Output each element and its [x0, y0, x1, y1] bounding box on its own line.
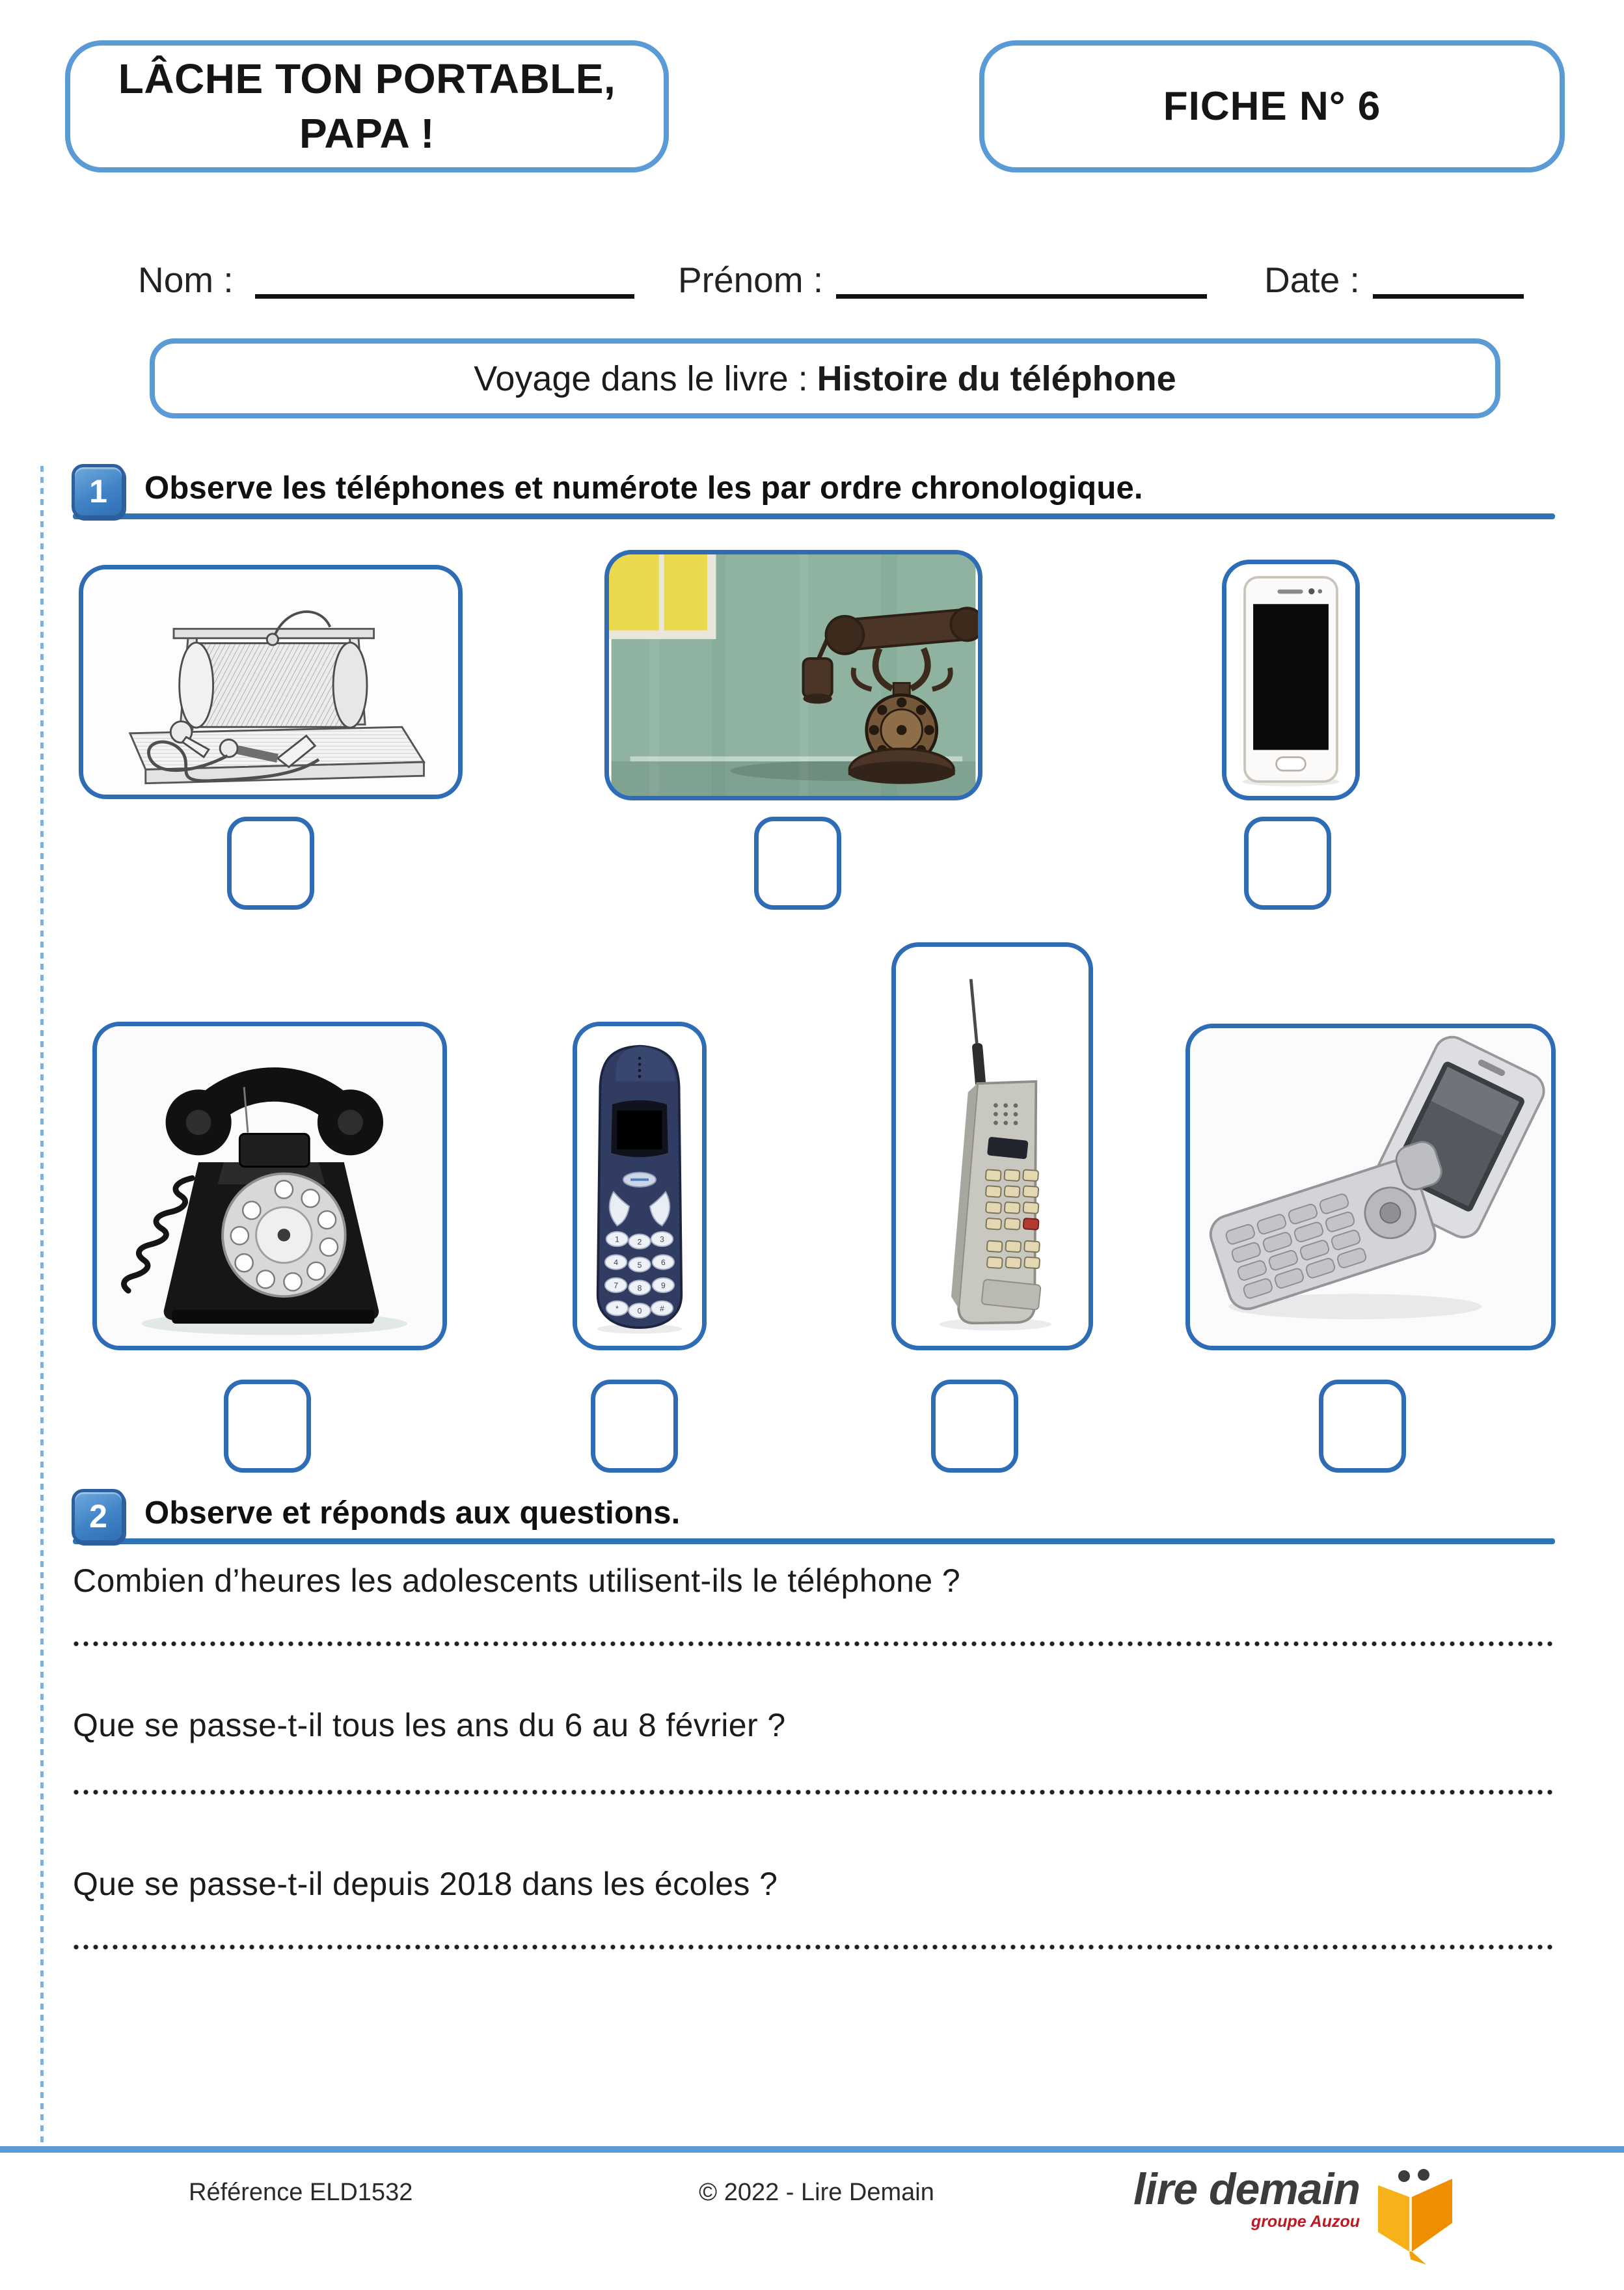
section1-number-badge: 1	[72, 464, 125, 519]
svg-text:#: #	[660, 1303, 664, 1313]
answer-box-rotary-dial-telephone[interactable]	[224, 1380, 311, 1473]
banner-prefix: Voyage dans le livre :	[474, 359, 808, 398]
phone-card-keypad-mobile-phone	[573, 1022, 707, 1350]
answer-line-3[interactable]	[73, 1943, 1555, 1952]
svg-text:7: 7	[614, 1281, 619, 1290]
svg-text:5: 5	[637, 1260, 642, 1270]
workbook-title: LÂCHE TON PORTABLE, PAPA !	[118, 55, 616, 157]
question-2: Que se passe-t-il tous les ans du 6 au 8 février ?	[73, 1707, 786, 1743]
phone-card-flip-phone	[1185, 1024, 1556, 1350]
svg-text:8: 8	[637, 1283, 642, 1293]
publisher-logo-text: lire demain	[1133, 2164, 1360, 2214]
firstname-field-line[interactable]	[836, 294, 1207, 299]
svg-text:6: 6	[660, 1258, 666, 1268]
svg-text:*: *	[616, 1303, 619, 1313]
section1-instruction: Observe les téléphones et numérote les par ordre chronologique.	[144, 470, 1143, 506]
svg-text:1: 1	[615, 1234, 619, 1244]
question-3: Que se passe-t-il depuis 2018 dans les écoles ?	[73, 1866, 778, 1902]
section2-instruction: Observe et réponds aux questions.	[144, 1495, 681, 1531]
publisher-logo-textblock	[1133, 2164, 1360, 2231]
open-book-icon	[1366, 2167, 1464, 2271]
answer-line-1[interactable]	[73, 1640, 1555, 1648]
publisher-logo	[1133, 2164, 1464, 2271]
book-banner	[150, 338, 1500, 418]
section1-rule	[73, 513, 1555, 519]
section2-number-badge: 2	[72, 1489, 125, 1544]
svg-text:3: 3	[660, 1234, 664, 1244]
svg-text:4: 4	[614, 1258, 619, 1268]
answer-box-smartphone[interactable]	[1244, 817, 1331, 910]
date-field-line[interactable]	[1373, 294, 1524, 299]
answer-box-brick-mobile-phone[interactable]	[931, 1380, 1018, 1473]
banner-book-title: Histoire du téléphone	[817, 359, 1176, 398]
firstname-label: Prénom :	[678, 260, 824, 300]
bell-telephone-engraving-image	[83, 569, 458, 795]
phone-card-brick-mobile-phone	[891, 942, 1093, 1350]
brick-mobile-phone-image	[896, 947, 1089, 1346]
smartphone-image	[1226, 564, 1355, 796]
answer-box-bell-telephone[interactable]	[227, 817, 314, 910]
rotary-dial-telephone-image	[97, 1026, 442, 1346]
flip-phone-image	[1190, 1028, 1551, 1346]
question-1: Combien d’heures les adolescents utilisent-ils le téléphone ?	[73, 1562, 961, 1599]
margin-dashed-guide	[40, 466, 44, 2150]
name-field-line[interactable]	[255, 294, 634, 299]
footer-copyright: © 2022 - Lire Demain	[699, 2179, 934, 2206]
phone-card-bell-telephone-engraving	[79, 565, 463, 799]
candlestick-telephone-image	[609, 554, 978, 796]
workbook-title-box	[65, 40, 669, 172]
sheet-number: FICHE N° 6	[1163, 84, 1381, 129]
svg-text:0: 0	[637, 1306, 642, 1316]
answer-box-candlestick-telephone[interactable]	[754, 817, 841, 910]
answer-box-flip-phone[interactable]	[1319, 1380, 1406, 1473]
answer-box-keypad-mobile-phone[interactable]	[591, 1380, 678, 1473]
phone-card-smartphone	[1222, 560, 1360, 800]
section2-rule	[73, 1538, 1555, 1544]
publisher-logo-subtext: groupe Auzou	[1251, 2213, 1360, 2231]
phone-card-candlestick-telephone	[604, 550, 982, 800]
keypad-mobile-phone-image	[577, 1026, 702, 1346]
sheet-number-box	[979, 40, 1565, 172]
phone-card-rotary-dial-telephone	[92, 1022, 447, 1350]
answer-line-2[interactable]	[73, 1788, 1555, 1797]
svg-text:9: 9	[660, 1281, 666, 1290]
name-label: Nom :	[138, 260, 234, 300]
date-label: Date :	[1264, 260, 1360, 300]
footer-rule	[0, 2146, 1624, 2153]
footer-reference: Référence ELD1532	[189, 2179, 413, 2206]
svg-text:2: 2	[637, 1237, 642, 1247]
